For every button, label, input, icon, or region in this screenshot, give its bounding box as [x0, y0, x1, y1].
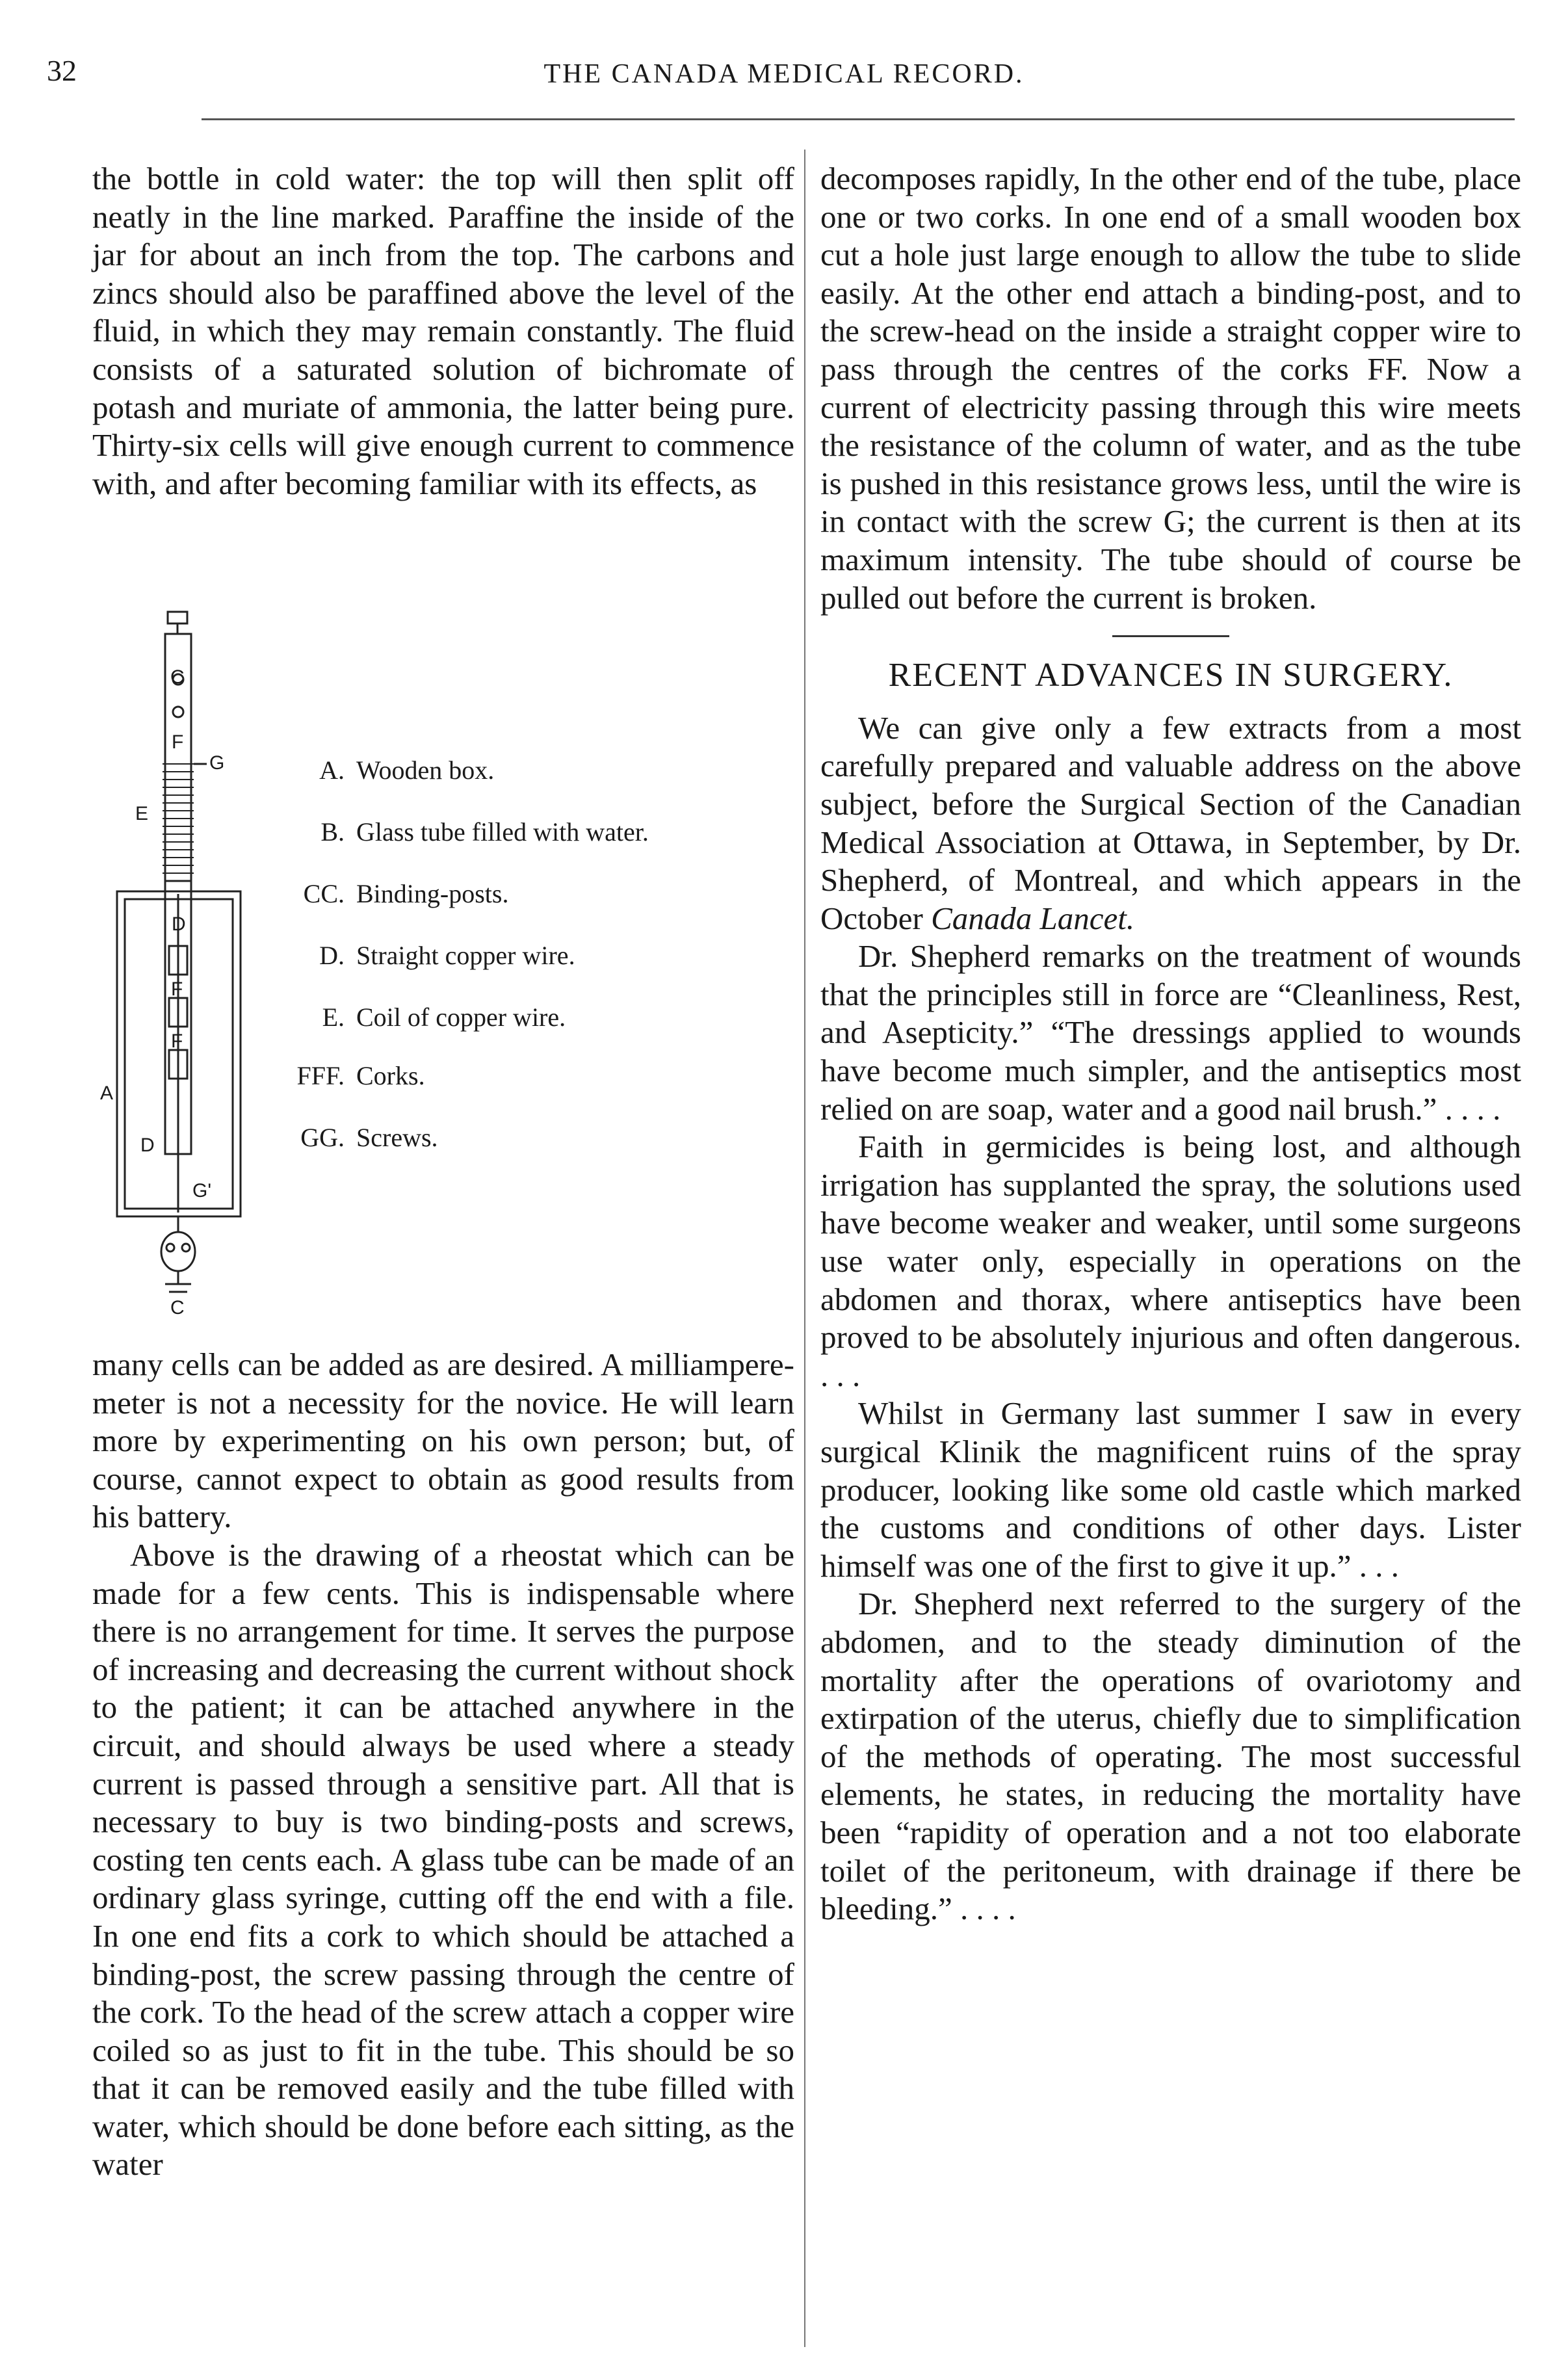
right-paragraph-4: Faith in germicides is being lost, and although irrigation has supplanted the spray, the solutions used have become weaker and weaker, until some surgeons use water only, especially in operations on the abdomen and thorax, where antiseptics have been proved to be absolutely injurious and often dangerous. . . .: [820, 1129, 1521, 1393]
page-number: 32: [47, 54, 77, 87]
top-binding-post-cap: [168, 612, 187, 623]
label-f-mid-1: F: [171, 978, 183, 1000]
journal-title: Canada Lancet.: [931, 900, 1135, 936]
label-d-top: D: [172, 913, 186, 935]
label-g: G: [209, 752, 225, 774]
right-paragraph-6: Dr. Shepherd next referred to the surgery of the abdomen, and to the steady diminution of the mortality after the operations of ovariotomy and extirpation of the uterus, chiefly due to simplification of the methods of operating. The most successful elements, he states, in reducing the mortality have been “rapidity of operation and a not too elaborate toilet of the peritoneum, with drainage if there be bleeding.” . . . .: [820, 1586, 1521, 1927]
left-paragraph-1: the bottle in cold water: the top will then split off neatly in the line marked. Paraffine the inside of the jar for about an inch from the top. The carbons and zincs should also be paraffined above the level of the fluid, in which they may remain constantly. The fluid consists of a saturated solution of bichromate of potash and muriate of ammonia, the latter being pure. Thirty-six cells will give enough current to commence with, and after becoming familiar with its effects, as: [92, 161, 794, 501]
left-paragraph-3: Above is the drawing of a rheostat which can be made for a few cents. This is indispensable where there is no arrangement for time. It serves the purpose of increasing and decreasing the current without shock to the patient; it can be attached anywhere in the circuit, and should always be used where a steady current is passed through a sensitive part. All that is necessary to buy is two binding-posts and screws, costing ten cents each. A glass tube can be made of an ordinary glass syringe, cutting off the end with a file. In one end fits a cork to which should be attached a binding-post, the screw passing through the centre of the cork. To the head of the screw attach a copper wire coiled so as just to fit in the tube. This should be so that it can be removed easily and the tube filled with water, which should be done before each sitting, as the water: [92, 1536, 794, 2183]
label-d-low: D: [140, 1135, 155, 1156]
label-c-bottom: C: [170, 1297, 185, 1319]
right-paragraph-2: We can give only a few extracts from a most carefully prepared and valuable address on the above subject, before the Surgical Section of the Canadian Medical Association at Ottawa, in September, by Dr. Shepherd, of Montreal, and which appears in the October Canada Lancet.: [820, 709, 1521, 936]
left-paragraph-2: many cells can be added as are desired. A milliampere-meter is not a necessity for the novice. He will learn more by experimenting on his own person; but, of course, cannot expect to obtain as good results from his battery.: [92, 1346, 794, 1535]
running-title: THE CANADA MEDICAL RECORD.: [543, 59, 1025, 89]
left-column-bottom: [92, 1346, 794, 2184]
label-g-low: G': [192, 1180, 212, 1201]
legend-item: A. Wooden box.: [319, 755, 495, 785]
left-column-top: [92, 160, 794, 503]
legend-item: B. Glass tube filled with water.: [320, 817, 649, 846]
section-divider: [1112, 635, 1229, 637]
label-a: A: [100, 1083, 114, 1104]
label-e: E: [135, 803, 149, 824]
legend-item: E. Coil of copper wire.: [322, 1003, 566, 1032]
right-paragraph-1: decomposes rapidly, In the other end of the tube, place one or two corks. In one end of a small wooden box cut a hole just large enough to allow the tube to slide easily. At the other end attach a binding-post, and to the screw-head on the inside a straight copper wire to pass through the centres of the corks FF. Now a current of electricity passing through this wire meets the resistance of the column of water, and as the tube is pushed in this resistance grows less, until the wire is in contact with the screw G; the current is then at its maximum intensity. The tube should of course be pulled out before the current is broken.: [820, 161, 1521, 616]
copper-coil: [163, 764, 194, 873]
rheostat-drawing: [98, 608, 267, 1330]
section-heading: RECENT ADVANCES IN SURGERY.: [888, 657, 1454, 694]
legend-item: FFF. Corks.: [296, 1061, 425, 1090]
label-c-top: C: [170, 666, 185, 688]
legend-item: D. Straight copper wire.: [319, 941, 575, 970]
bottom-binding-post: [161, 1232, 195, 1271]
legend-item: GG. Screws.: [300, 1123, 438, 1152]
column-divider: [804, 150, 805, 2347]
legend-item: CC. Binding-posts.: [303, 879, 509, 908]
right-column: [820, 160, 1521, 1928]
rheostat-figure: [98, 608, 793, 1330]
right-paragraph-5: Whilst in Germany last summer I saw in every surgical Klinik the magnificent ruins of the spray producer, looking like some old castle which marked the customs and conditions of other days. Lister himself was one of the first to give it up.” . . .: [820, 1395, 1521, 1584]
label-f-top: F: [172, 731, 184, 753]
header-rule: [202, 118, 1515, 120]
right-paragraph-3: Dr. Shepherd remarks on the treatment of wounds that the principles still in force are “Cleanliness, Rest, and Asepticity.” “The dressings applied to wounds have become much simpler, and the antiseptics most relied on are soap, water and a good nail brush.” . . . .: [820, 938, 1521, 1127]
label-f-mid-2: F: [171, 1030, 183, 1052]
